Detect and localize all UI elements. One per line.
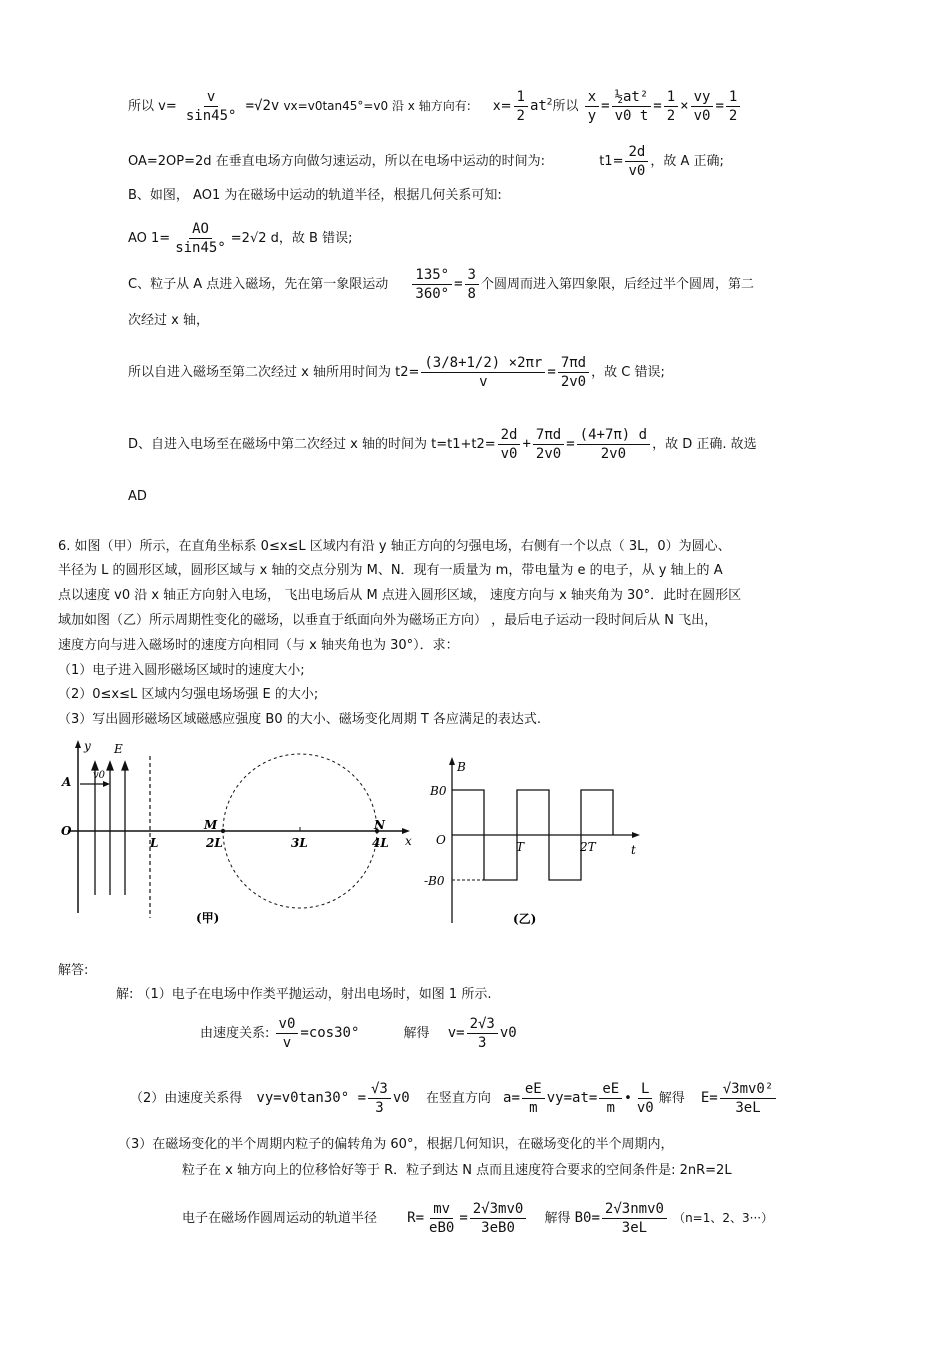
fraction <box>498 426 521 463</box>
text: = <box>547 364 556 380</box>
denominator: 2 <box>666 108 676 124</box>
numerator: 7πd <box>558 354 589 373</box>
text: = <box>715 98 724 114</box>
figure-yi <box>420 755 645 930</box>
text: x= <box>492 99 512 114</box>
text: 电子在磁场作圆周运动的轨道半径 <box>182 1211 378 1226</box>
numerator: 1 <box>514 88 528 107</box>
fraction <box>533 426 564 463</box>
text: 所以 v= <box>128 99 177 114</box>
field-lines <box>92 762 128 895</box>
text: 由速度关系: <box>200 1026 270 1041</box>
fraction <box>558 354 589 391</box>
label-t-period: T <box>516 840 525 854</box>
fraction <box>276 1015 299 1052</box>
text: 个圆周而进入第四象限，后经过半个圆周，第二 <box>480 277 754 292</box>
text: 在竖直方向 <box>425 1091 491 1106</box>
answer-step-4: （3）在磁场变化的半个周期内粒子的偏转角为 60°，根据几何知识，在磁场变化的半个周期内， <box>118 1137 674 1152</box>
fraction <box>172 220 229 257</box>
numerator: √3mv0² <box>720 1080 777 1099</box>
v0-arrow-icon <box>103 781 110 787</box>
fraction <box>625 143 648 180</box>
fraction <box>634 1080 657 1117</box>
caption-yi: (乙) <box>513 912 537 926</box>
answer-step-6 <box>182 1200 773 1237</box>
answer-step-1: 解: （1）电子在电场中作类平抛运动，射出电场时，如图 1 所示. <box>116 987 492 1002</box>
label-e: E <box>114 742 123 756</box>
label-4l: 4L <box>372 836 389 850</box>
denominator: 3eL <box>735 1100 761 1116</box>
numerator: v <box>204 88 218 107</box>
fraction <box>467 1015 498 1052</box>
fraction <box>522 1080 545 1117</box>
text: B0= <box>574 1210 600 1226</box>
prev-line-4 <box>128 220 352 257</box>
label-2t: 2T <box>580 840 596 854</box>
numerator: x <box>585 88 599 107</box>
label-t: t <box>631 843 636 857</box>
denominator: 3eB0 <box>481 1220 515 1236</box>
answer-step-5: 粒子在 x 轴方向上的位移恰好等于 R．粒子到达 N 点而且速度符合要求的空间条件是: 2nR=2L <box>182 1163 732 1178</box>
text: 解得 <box>658 1091 685 1106</box>
denominator: 2v0 <box>535 446 562 462</box>
text: C、粒子从 A 点进入磁场，先在第一象限运动 <box>128 277 389 292</box>
text: = <box>245 98 255 114</box>
numerator: 7πd <box>533 426 564 445</box>
numerator: 1 <box>726 88 740 107</box>
text: 解得 <box>403 1026 430 1041</box>
label-neg-b0: -B0 <box>424 874 445 888</box>
text: 解得 <box>544 1211 571 1226</box>
text: vx=v0tan45°=v0 沿 x 轴方向有: <box>283 99 471 113</box>
denominator: v0 t <box>614 108 649 124</box>
denominator: 360° <box>415 286 450 302</box>
denominator: y <box>587 108 597 124</box>
denominator: v0 <box>500 446 518 462</box>
numerator: mv <box>430 1200 453 1219</box>
text: t1= <box>599 154 624 169</box>
text: v0 <box>392 1090 410 1106</box>
answer-step-2 <box>200 1015 517 1052</box>
caption-jia: (甲) <box>196 911 220 925</box>
label-o: O <box>61 824 72 838</box>
text: =2√2 d，故 B 错误; <box>230 231 353 246</box>
problem-line-3: 点以速度 v0 沿 x 轴正方向射入电场， 飞出电场后从 M 点进入圆形区域， 速度方向与 x 轴夹角为 30°．此时在圆形区 <box>58 588 742 603</box>
label-m: M <box>204 818 218 832</box>
fraction <box>470 1200 527 1237</box>
label-b: B <box>457 760 466 774</box>
text: ，故 A 正确; <box>650 154 724 169</box>
denominator: sin45° <box>185 108 237 124</box>
text: ，故 C 错误; <box>591 365 665 380</box>
text: v= <box>447 1025 465 1041</box>
numerator: L <box>638 1080 652 1099</box>
numerator: vy <box>691 88 714 107</box>
text: E= <box>700 1090 718 1106</box>
problem-line-5: 速度方向与进入磁场时的速度方向相同（与 x 轴夹角也为 30°）．求： <box>58 638 459 653</box>
text: v <box>270 98 280 114</box>
text: OA=2OP=2d 在垂直电场方向做匀速运动，所以在电场中运动的时间为: <box>128 154 546 169</box>
fraction <box>612 88 652 125</box>
numerator: 3 <box>465 266 479 285</box>
fraction <box>421 354 545 391</box>
y-arrow-icon <box>75 740 81 748</box>
denominator: v <box>479 374 488 390</box>
answer-step-3 <box>130 1080 778 1117</box>
fraction <box>412 266 452 303</box>
denominator: 2v0 <box>600 446 627 462</box>
text: = <box>459 1210 468 1226</box>
numerator: ½at² <box>612 88 652 107</box>
prev-line-3: B、如图， AO1 为在磁场中运动的轨道半径，根据几何关系可知: <box>128 188 502 203</box>
text: × <box>680 98 689 114</box>
denominator: 3eL <box>621 1220 648 1236</box>
prev-line-6: 次经过 x 轴， <box>128 313 209 328</box>
fraction <box>183 88 240 125</box>
text: vy=v0tan30° = <box>256 1090 366 1106</box>
point-m <box>221 829 225 833</box>
fraction <box>368 1080 391 1117</box>
text: • <box>624 1091 632 1106</box>
figure-jia <box>58 738 418 933</box>
prev-line-7 <box>128 354 665 391</box>
problem-line-1: 6. 如图（甲）所示，在直角坐标系 0≤x≤L 区域内有沿 y 轴正方向的匀强电场，右侧有一个以点（ 3L，0）为圆心、 <box>58 539 731 554</box>
text: vy=at= <box>546 1090 598 1106</box>
text: 所以 <box>552 99 579 114</box>
label-o: O <box>436 833 446 847</box>
fraction <box>720 1080 777 1117</box>
fraction <box>726 88 740 125</box>
denominator: v0 <box>628 163 646 179</box>
numerator: 2d <box>498 426 521 445</box>
text: （2）由速度关系得 <box>130 1091 243 1106</box>
numerator: eE <box>522 1080 545 1099</box>
denominator: sin45° <box>175 240 226 256</box>
prev-line-2 <box>128 143 724 180</box>
fraction <box>426 1200 457 1237</box>
fraction <box>602 1200 667 1237</box>
prev-line-8 <box>128 426 757 463</box>
text: （n=1、2、3···） <box>673 1211 774 1225</box>
denominator: v0 <box>636 1100 654 1116</box>
fraction <box>585 88 599 125</box>
label-b0: B0 <box>430 784 447 798</box>
numerator: AO <box>189 220 212 239</box>
text: + <box>522 436 531 452</box>
question-1: （1）电子进入圆形磁场区域时的速度大小; <box>58 663 305 678</box>
denominator: eB0 <box>429 1220 455 1236</box>
label-3l: 3L <box>291 836 308 850</box>
numerator: 2d <box>625 143 648 162</box>
fraction <box>514 88 528 125</box>
label-x: x <box>405 834 412 848</box>
text: = <box>653 98 662 114</box>
fraction <box>577 426 650 463</box>
numerator: 135° <box>412 266 452 285</box>
denominator: v0 <box>693 108 711 124</box>
text: = <box>454 276 463 292</box>
fraction <box>465 266 479 303</box>
numerator: 2√3nmv0 <box>602 1200 667 1219</box>
b-arrow-icon <box>449 757 455 765</box>
denominator: 2v0 <box>560 374 587 390</box>
label-2l: 2L <box>206 836 223 850</box>
numerator: (4+7π) d <box>577 426 650 445</box>
denominator: 3 <box>477 1035 487 1051</box>
answer-label: 解答: <box>58 963 89 978</box>
text: a= <box>503 1090 520 1106</box>
prev-line-1: 所以 v= $\frac{v}{\sin 45^\circ}$ =√2v vx=v0tan45°=v0 沿 x 轴方向有: x= $\frac{1}{2}$ $at^2$所以 $\frac{x}{y}$ = $\frac{\text{½at²}}{v0 t}$ = $\frac{1}{2}$ × $\frac{vy}{v0}$ = $\frac{1}{2}$ <box>128 88 742 125</box>
label-l: L <box>150 836 159 850</box>
numerator: 1 <box>664 88 678 107</box>
question-3: （3）写出圆形磁场区域磁感应强度 B0 的大小、磁场变化周期 T 各应满足的表达式. <box>58 712 542 727</box>
numerator: 2√3mv0 <box>470 1200 527 1219</box>
text: 所以自进入磁场至第二次经过 x 轴所用时间为 t2= <box>128 365 420 380</box>
question-2: （2）0≤x≤L 区域内匀强电场场强 E 的大小; <box>58 687 319 702</box>
denominator: 2 <box>728 108 738 124</box>
denominator: 2 <box>516 108 525 124</box>
denominator: 8 <box>467 286 476 302</box>
denominator: m <box>529 1100 538 1116</box>
text: =cos30° <box>300 1025 360 1041</box>
numerator: √3 <box>368 1080 391 1099</box>
fraction <box>691 88 714 125</box>
denominator: 3 <box>375 1100 384 1116</box>
problem-line-2: 半径为 L 的圆形区域，圆形区域与 x 轴的交点分别为 M、N．现有一质量为 m，带电量为 e 的电子，从 y 轴上的 A <box>58 563 723 578</box>
t-arrow-icon <box>632 832 640 838</box>
numerator: eE <box>599 1080 622 1099</box>
prev-line-9: AD <box>128 489 147 504</box>
text: v0 <box>499 1025 517 1041</box>
numerator: 2√3 <box>467 1015 498 1034</box>
text: √2 <box>254 98 271 114</box>
numerator: v0 <box>276 1015 299 1034</box>
prev-line-5 <box>128 266 754 303</box>
label-y: y <box>84 739 91 753</box>
text: = <box>566 436 575 452</box>
text: ，故 D 正确. 故选 <box>652 437 757 452</box>
denominator: v <box>282 1035 292 1051</box>
text: R= <box>407 1210 425 1226</box>
text: AO 1= <box>128 231 171 246</box>
label-a: A <box>62 775 72 789</box>
fraction <box>664 88 678 125</box>
numerator: (3/8+1/2) ×2πr <box>421 354 545 373</box>
text: at <box>529 98 547 114</box>
label-v0: v0 <box>93 770 106 781</box>
problem-line-4: 域加如图（乙）所示周期性变化的磁场，以垂直于纸面向外为磁场正方向） ，最后电子运动一段时间后从 N 飞出， <box>58 613 718 628</box>
label-n: N <box>374 818 385 832</box>
fraction <box>599 1080 622 1117</box>
denominator: m <box>606 1100 615 1116</box>
text: D、自进入电场至在磁场中第二次经过 x 轴的时间为 t=t1+t2= <box>128 437 496 452</box>
